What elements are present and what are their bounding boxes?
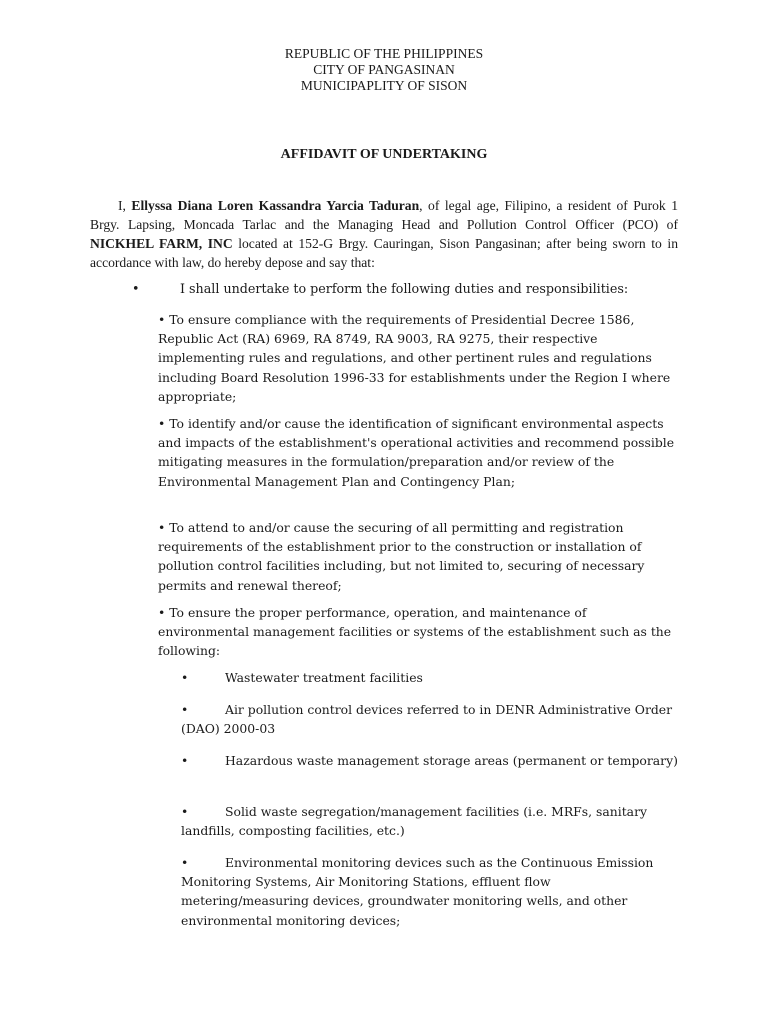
- duty-item-identification: • To identify and/or cause the identification of significant environmental aspects and impacts of the establishment's operational activities and recommend possible mitigating measures in the formulation/preparation and/or review of the Environmental Management Plan and Contingency Plan;: [158, 416, 675, 489]
- facility-item-solid-waste: [181, 802, 681, 840]
- company-name: NICKHEL FARM, INC: [90, 236, 233, 251]
- letterhead-republic: REPUBLIC OF THE PHILIPPINES: [284, 46, 484, 61]
- facility-text: Solid waste segregation/management facilities (i.e. MRFs, sanitary landfills, composting facilities, etc.): [181, 804, 647, 839]
- facility-bullet: •: [181, 670, 189, 685]
- letterhead-municipality: MUNICIPAPLITY OF SISON: [300, 78, 468, 93]
- duty-item-maintenance: • To ensure the proper performance, operation, and maintenance of environmental management facilities or systems of the establishment such as the following:: [158, 605, 672, 659]
- undertaking-lead: [132, 279, 692, 298]
- facility-item-monitoring: [181, 853, 681, 930]
- document-title: AFFIDAVIT OF UNDERTAKING: [280, 147, 488, 162]
- lead-bullet: •: [132, 281, 140, 296]
- facility-item-hazardous-waste: [181, 751, 681, 770]
- duty-item-permitting: • To attend to and/or cause the securing of all permitting and registration requirements of the establishment prior to the construction or installation of pollution control facilities including, but not limited to, securing of necessary permits and renewal thereof;: [158, 520, 645, 593]
- duty-item-compliance: • To ensure compliance with the requirements of Presidential Decree 1586, Republic Act (RA) 6969, RA 8749, RA 9003, RA 9275, their respective implementing rules and regulations, and other pertinent rules and regulations including Board Resolution 1996-33 for establishments under the Region I where appropriate;: [158, 312, 671, 404]
- lead-text: I shall undertake to perform the following duties and responsibilities:: [180, 281, 629, 296]
- facility-item-air-pollution: [181, 700, 681, 738]
- facility-bullet: •: [181, 804, 189, 819]
- facility-text: Wastewater treatment facilities: [225, 670, 423, 685]
- facility-bullet: •: [181, 855, 189, 870]
- affiant-name: Ellyssa Diana Loren Kassandra Yarcia Taduran: [131, 198, 420, 213]
- letterhead-city: CITY OF PANGASINAN: [313, 62, 455, 77]
- facility-text: Environmental monitoring devices such as the Continuous Emission Monitoring Systems, Air Monitoring Stations, effluent flow metering/measuring devices, groundwater monitoring wells, and other environmental monitoring devices;: [181, 855, 654, 928]
- facility-item-wastewater: [181, 668, 681, 687]
- facility-text: Hazardous waste management storage areas (permanent or temporary): [225, 753, 678, 768]
- facility-bullet: •: [181, 753, 189, 768]
- intro-paragraph: [90, 196, 678, 272]
- intro-middle: , of legal age, Filipino, a resident of Purok 1 Brgy. Lapsing, Moncada Tarlac and the Managing Head and Pollution Control Officer (PCO) of: [90, 198, 679, 232]
- facility-bullet: •: [181, 702, 189, 717]
- intro-prefix: I,: [118, 198, 132, 213]
- intro-suffix: located at 152-G Brgy. Cauringan, Sison Pangasinan; after being sworn to in accordance with law, do hereby depose and say that:: [90, 236, 678, 270]
- facility-text: Air pollution control devices referred to in DENR Administrative Order (DAO) 2000-03: [181, 702, 673, 737]
- letterhead: [0, 46, 768, 94]
